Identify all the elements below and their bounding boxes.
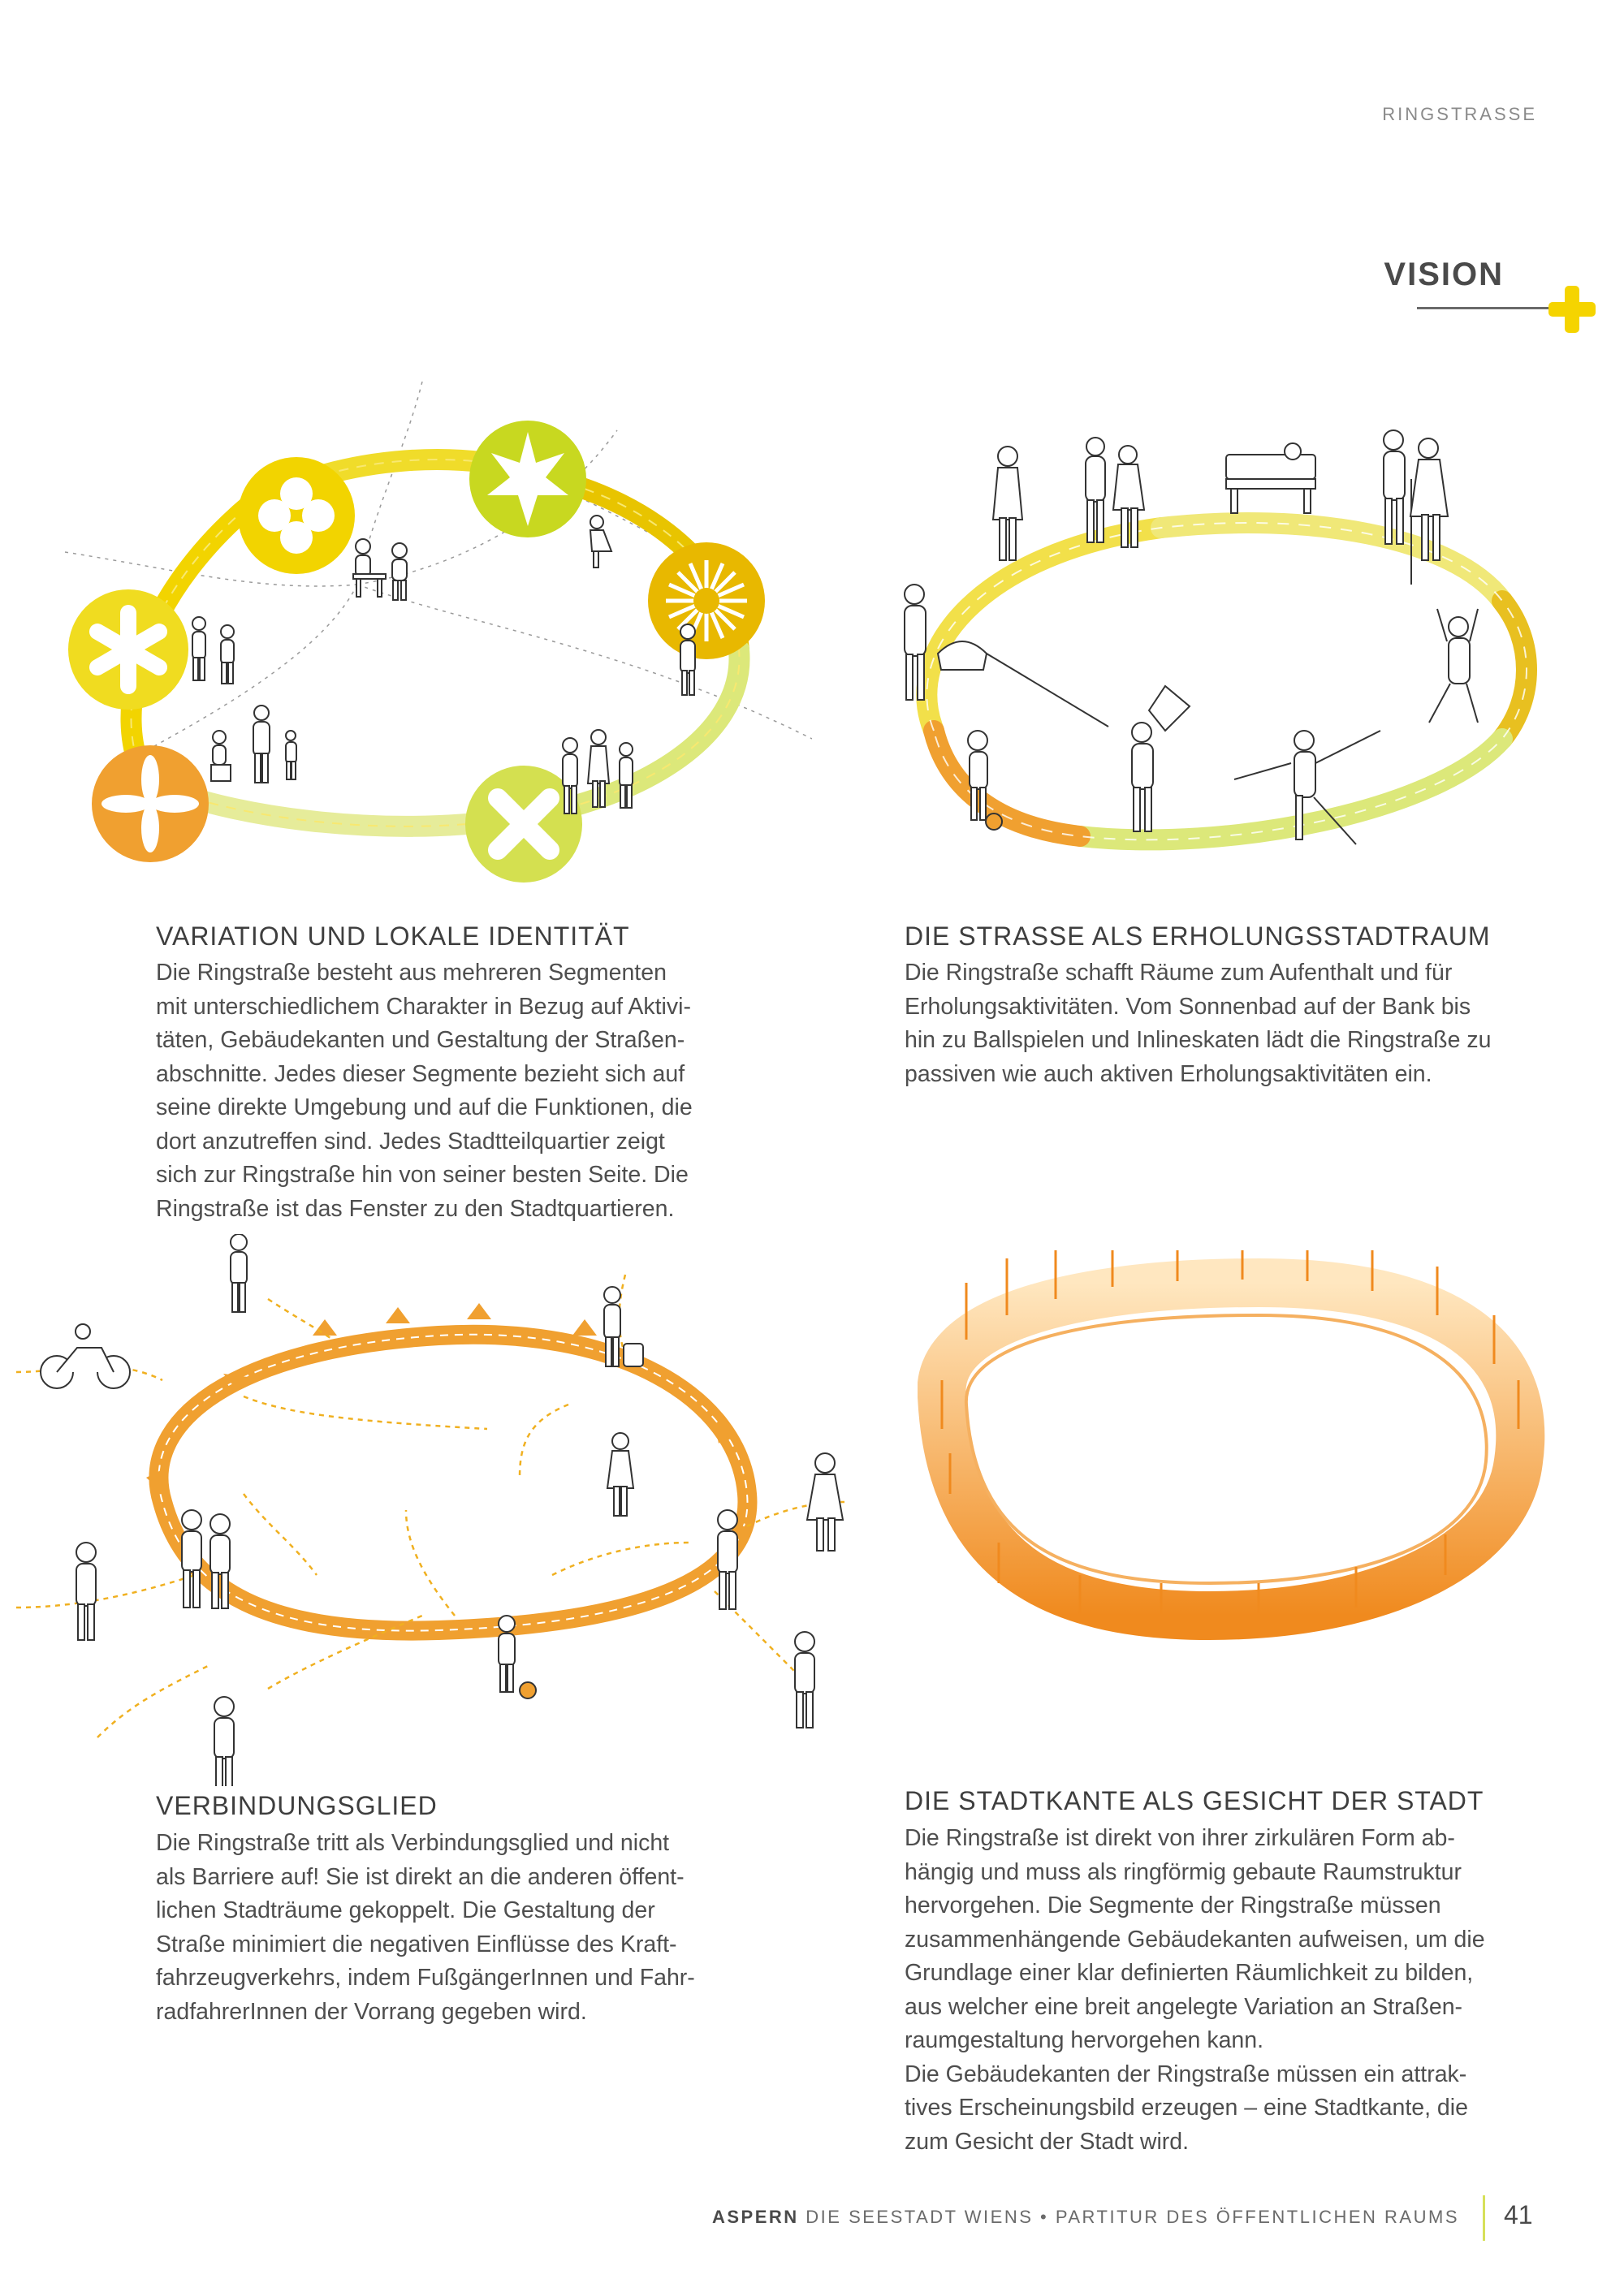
section-label: VISION bbox=[1384, 257, 1504, 292]
section-label-underline bbox=[1417, 307, 1552, 309]
section-title-connection: VERBINDUNGSGLIED bbox=[156, 1791, 438, 1820]
sun-symbol-icon bbox=[648, 542, 765, 659]
section-title-city-edge: DIE STADTKANTE ALS GESICHT DER STADT bbox=[905, 1786, 1484, 1815]
kite-icon bbox=[1149, 686, 1190, 731]
running-head: RINGSTRASSE bbox=[1382, 104, 1537, 124]
asterisk-symbol-icon bbox=[68, 589, 188, 710]
city-edge-ring-diagram bbox=[918, 1250, 1559, 1705]
section-body-connection: Die Ringstraße tritt als Verbindungsglied und nicht als Barriere auf! Sie ist direkt an die anderen öffent- lichen Stadträume gekoppelt. Die Gestaltung der Straße minimiert die negativen Einflüsse des Kraft- fahrzeugverkehrs, indem FußgängerInnen und Fahr- radfahrerInnen der Vorrang gegeben wird. bbox=[156, 1830, 695, 2025]
recreation-ring-diagram bbox=[885, 422, 1551, 877]
footer-brand: ASPERN bbox=[711, 2207, 799, 2227]
recreation-figures bbox=[905, 430, 1478, 844]
section-title-variation: VARIATION UND LOKALE IDENTITÄT bbox=[156, 921, 630, 951]
star-symbol-icon bbox=[469, 421, 586, 537]
clover-symbol-icon bbox=[92, 745, 209, 862]
section-title-recreation: DIE STRASSE ALS ERHOLUNGSSTADTRAUM bbox=[905, 921, 1491, 951]
connection-ring-diagram bbox=[0, 1234, 869, 1786]
footer-divider bbox=[1483, 2195, 1485, 2241]
section-body-city-edge: Die Ringstraße ist direkt von ihrer zirkulären Form ab- hängig und muss als ringförmig gebaute Raumstruktur hervorgehen. Die Segmente der Ringstraße müssen zusammenhängende Gebäudekanten aufweisen, um die Grundlage einer klar definierten Räumlichkeit zu bilden, aus welcher eine breit angelegte Variation an Straßen- raumgestaltung hervorgehen kann. Die Gebäudekanten der Ringstraße müssen ein attrak- tives Erscheinungsbild erzeugen – eine Stadtkante, die zum Gesicht der Stadt wird. bbox=[905, 1825, 1485, 2155]
flower-symbol-icon bbox=[238, 457, 355, 574]
footer-title: DIE SEESTADT WIENS • PARTITUR DES ÖFFENTLICHEN RAUMS bbox=[806, 2207, 1459, 2227]
plus-icon bbox=[1547, 284, 1597, 334]
section-body-recreation: Die Ringstraße schafft Räume zum Aufenthalt und für Erholungsaktivitäten. Vom Sonnenbad auf der Bank bis hin zu Ballspielen und Inlineskaten lädt die Ringstraße zu passiven wie auch aktiven Erholungsaktivitäten ein. bbox=[905, 960, 1492, 1087]
page-number: 41 bbox=[1504, 2200, 1533, 2229]
footer-text bbox=[712, 2207, 1459, 2228]
section-body-variation: Die Ringstraße besteht aus mehreren Segmenten mit unterschiedlichem Charakter in Bezug auf Aktivi- täten, Gebäudekanten und Gestaltung der Straßen- abschnitte. Jedes dieser Segmente bezieht sich auf seine direkte Umgebung und auf die Funktionen, die dort anzutreffen sind. Jedes Stadtteilquartier zeigt sich zur Ringstraße hin von seiner besten Seite. Die Ringstraße ist das Fenster zu den Stadtquartieren. bbox=[156, 960, 693, 1222]
variation-ring-diagram bbox=[49, 382, 812, 885]
